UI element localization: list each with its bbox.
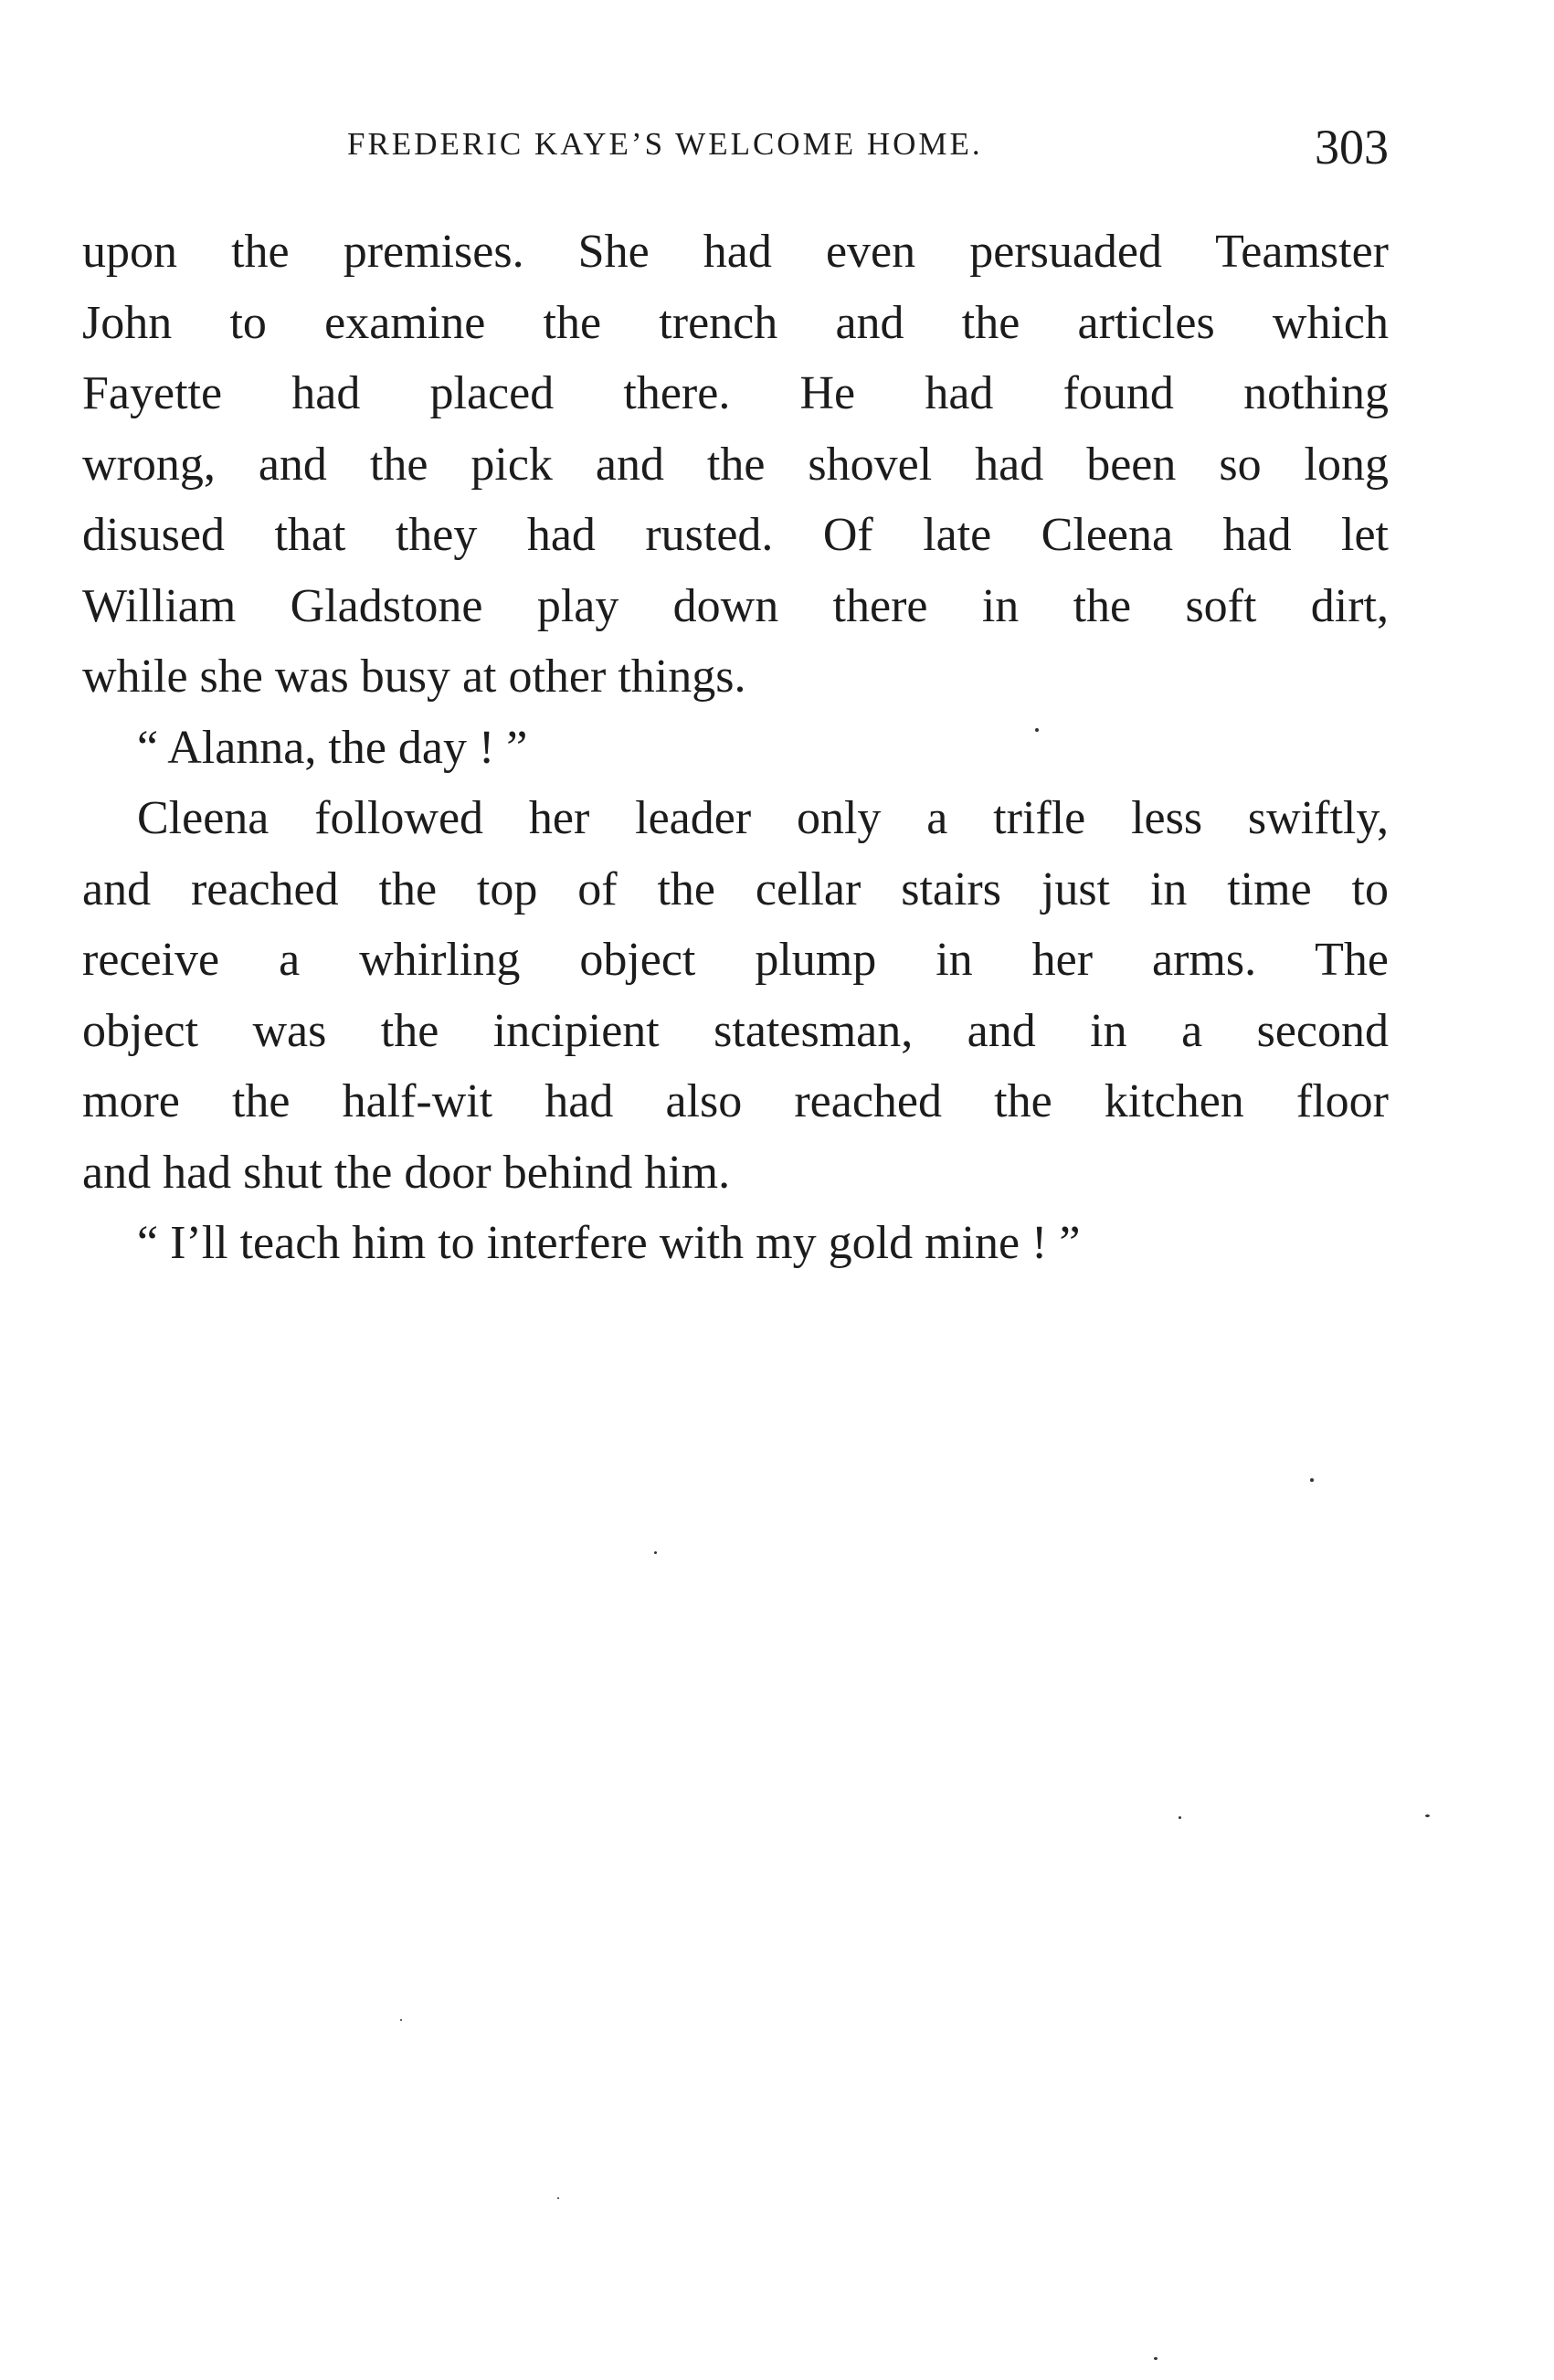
text-line: disused that they had rusted. Of late Cleena had let	[82, 509, 1389, 561]
text-line: while she was busy at other things.	[82, 651, 746, 703]
text-line: wrong, and the pick and the shovel had been so long	[82, 438, 1389, 491]
page-number: 303	[1315, 120, 1389, 175]
text-line: upon the premises. She had even persuaded Teamster	[82, 226, 1389, 278]
dialogue-line: “ Alanna, the day ! ”	[137, 721, 528, 774]
text-line: object was the incipient statesman, and in a second	[82, 1004, 1389, 1057]
running-head	[82, 119, 1389, 174]
text-line: and had shut the door behind him.	[82, 1146, 731, 1199]
scan-speck	[1035, 728, 1039, 732]
scan-speck	[654, 1551, 657, 1554]
text-line: William Gladstone play down there in the soft dirt,	[82, 579, 1389, 632]
scan-speck	[1179, 1816, 1181, 1819]
text-line: more the half-wit had also reached the kitchen floor	[82, 1075, 1389, 1127]
scan-speck	[1425, 1814, 1430, 1817]
text-line: Fayette had placed there. He had found nothing	[82, 367, 1389, 419]
scan-speck	[1154, 2357, 1158, 2360]
text-line: John to examine the trench and the articles which	[82, 296, 1389, 349]
dialogue-line: “ I’ll teach him to interfere with my gold mine ! ”	[137, 1217, 1081, 1269]
scan-speck	[1310, 1478, 1314, 1482]
text-line: and reached the top of the cellar stairs just in time to	[82, 862, 1389, 915]
running-title: FREDERIC KAYE’S WELCOME HOME.	[347, 126, 983, 162]
body-text	[82, 217, 1389, 1279]
text-line: Cleena followed her leader only a trifle less swiftly,	[137, 792, 1389, 844]
text-line: receive a whirling object plump in her arms. The	[82, 934, 1389, 986]
scan-speck	[400, 2019, 402, 2021]
scan-speck	[557, 2197, 559, 2199]
